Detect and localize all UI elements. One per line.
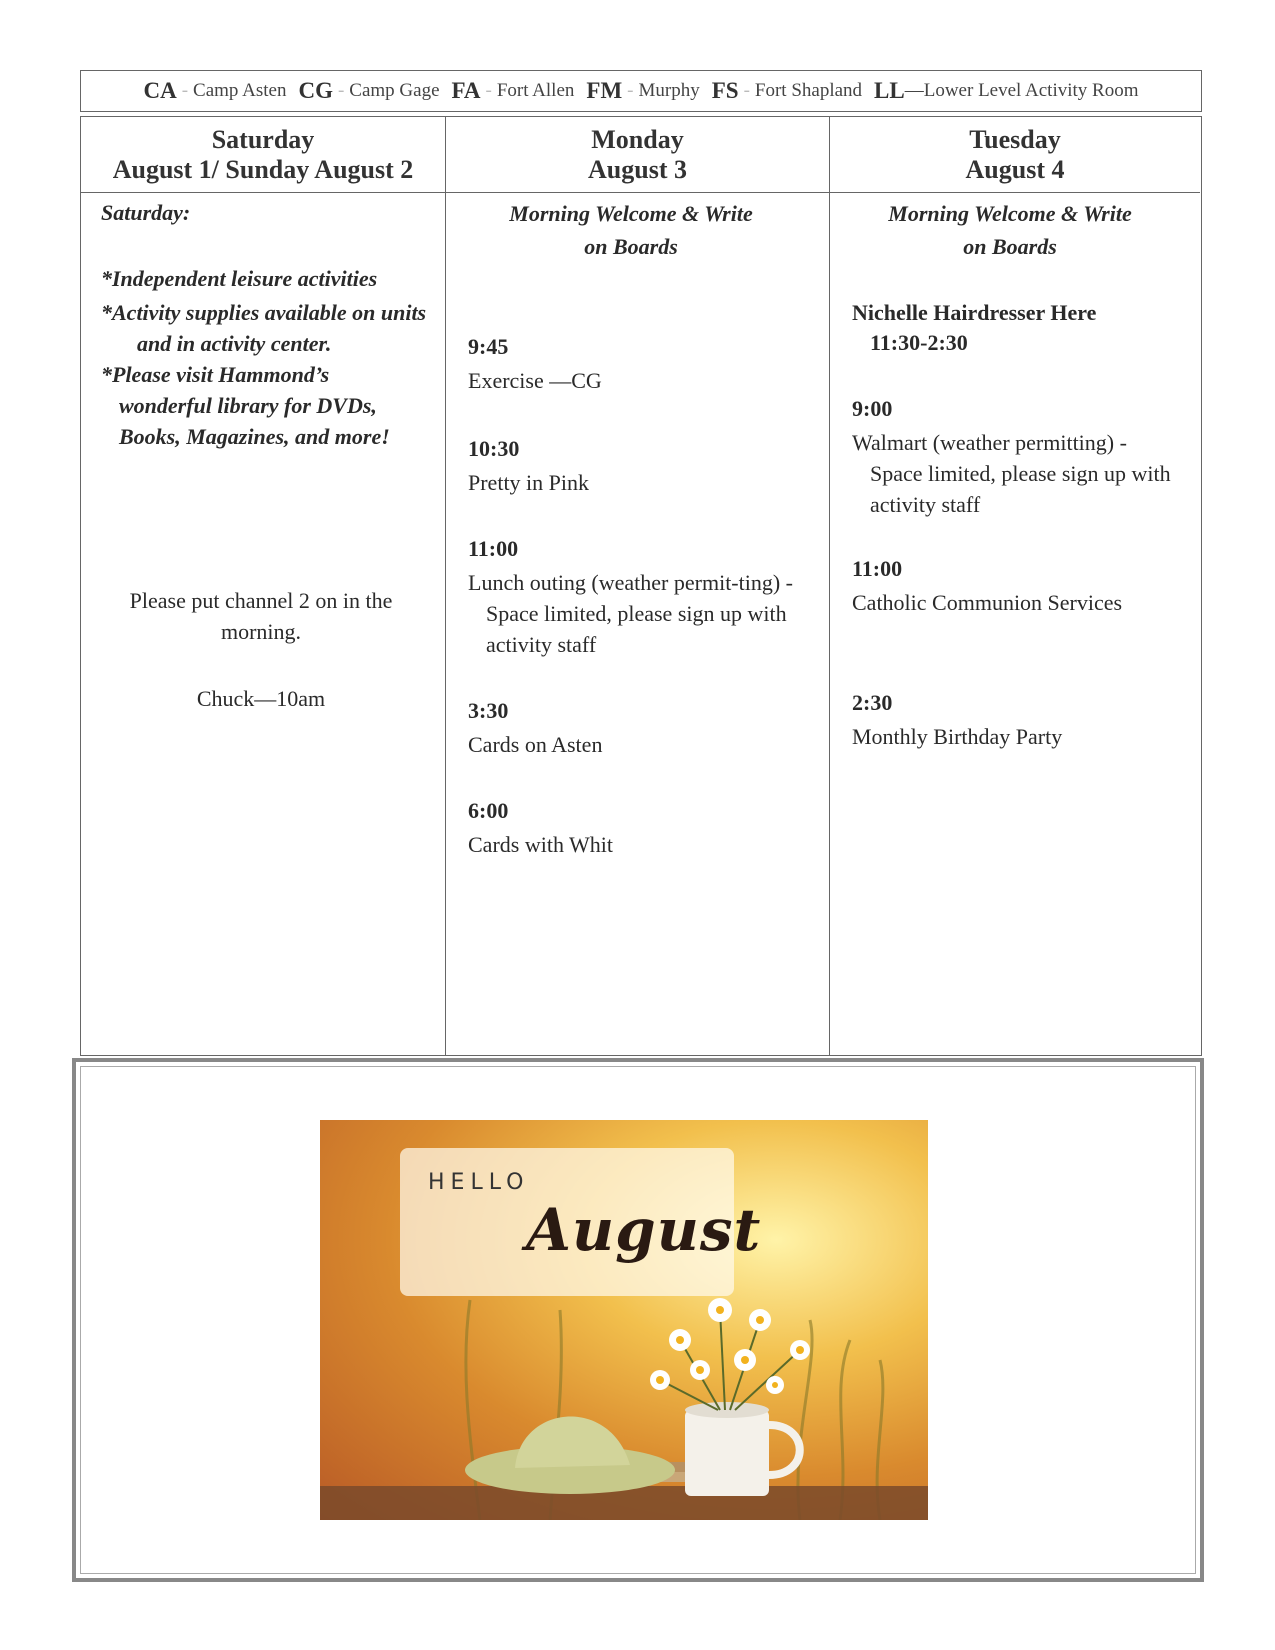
legend-code: FS [711,78,739,103]
day-column-monday [446,117,830,1055]
event-time: 3:30 [468,698,509,723]
event-activity: Catholic Communion Services [852,590,1123,615]
event-activity: Lunch outing (weather permit-ting) - Space limited, please sign up with activity staff [468,570,794,657]
legend-label: Camp Gage [349,80,440,101]
day-header [81,117,445,193]
day-date: August 3 [588,155,687,184]
day-column-weekend [81,117,446,1055]
legend-label: —Lower Level Activity Room [904,80,1139,101]
event-time: 2:30 [852,690,893,715]
event-time: 11:00 [468,536,519,561]
location-legend: CA - Camp Asten CG - Camp Gage FA - Fort Allen FM - Murphy FS - Fort Shapland LL —Lower Level Activity Room [80,70,1202,112]
legend-code: FM [586,78,623,103]
legend-code: CA [143,78,177,103]
note: *Activity supplies available on units and in activity center. [101,300,427,356]
month-script-text: August [526,1196,762,1264]
event-time: 9:00 [852,396,893,421]
legend-code: LL [874,78,905,103]
day-intro: Saturday: [101,200,191,225]
event-activity: Cards with Whit [468,832,614,857]
event-time: 11:00 [852,556,903,581]
day-header [830,117,1200,193]
hello-august-photo [320,1120,928,1520]
event-time: 10:30 [468,436,520,461]
day-name: Tuesday [969,125,1061,154]
legend-label: Camp Asten [193,80,287,101]
schedule-table [80,116,1202,1056]
day-name: Saturday [211,125,315,154]
summer-still-life-illustration [320,1120,928,1520]
photo-frame [72,1058,1204,1582]
day-header [446,117,829,193]
event-activity: Cards on Asten [468,732,603,757]
legend-code: CG [298,78,333,103]
morning-welcome: Morning Welcome & Write on Boards [509,201,753,259]
morning-welcome: Morning Welcome & Write on Boards [888,201,1132,259]
special-event-time: 11:30-2:30 [870,330,968,355]
day-name: Monday [591,125,684,154]
visitor-note: Chuck—10am [196,686,326,711]
hello-card [400,1148,762,1296]
note: *Please visit Hammond’s wonderful library for DVDs, Books, Magazines, and more! [101,362,390,449]
day-date: August 4 [965,155,1065,184]
day-column-tuesday [830,117,1200,1055]
event-activity: Monthly Birthday Party [852,724,1063,749]
channel-note: Please put channel 2 on in the morning. [129,588,393,644]
event-activity: Pretty in Pink [468,470,590,495]
special-event: Nichelle Hairdresser Here [852,300,1097,325]
legend-label: Fort Shapland [754,80,863,101]
legend-label: Murphy [638,80,700,101]
legend-code: FA [451,78,481,103]
hello-text: HELLO [428,1170,530,1195]
event-time: 6:00 [468,798,509,823]
day-date: August 1/ Sunday August 2 [112,155,414,184]
event-activity: Exercise —CG [468,368,602,393]
event-time: 9:45 [468,334,509,359]
event-activity: Walmart (weather permitting) - Space limited, please sign up with activity staff [852,430,1171,517]
legend-label: Fort Allen [496,80,575,101]
note: *Independent leisure activities [101,266,378,291]
